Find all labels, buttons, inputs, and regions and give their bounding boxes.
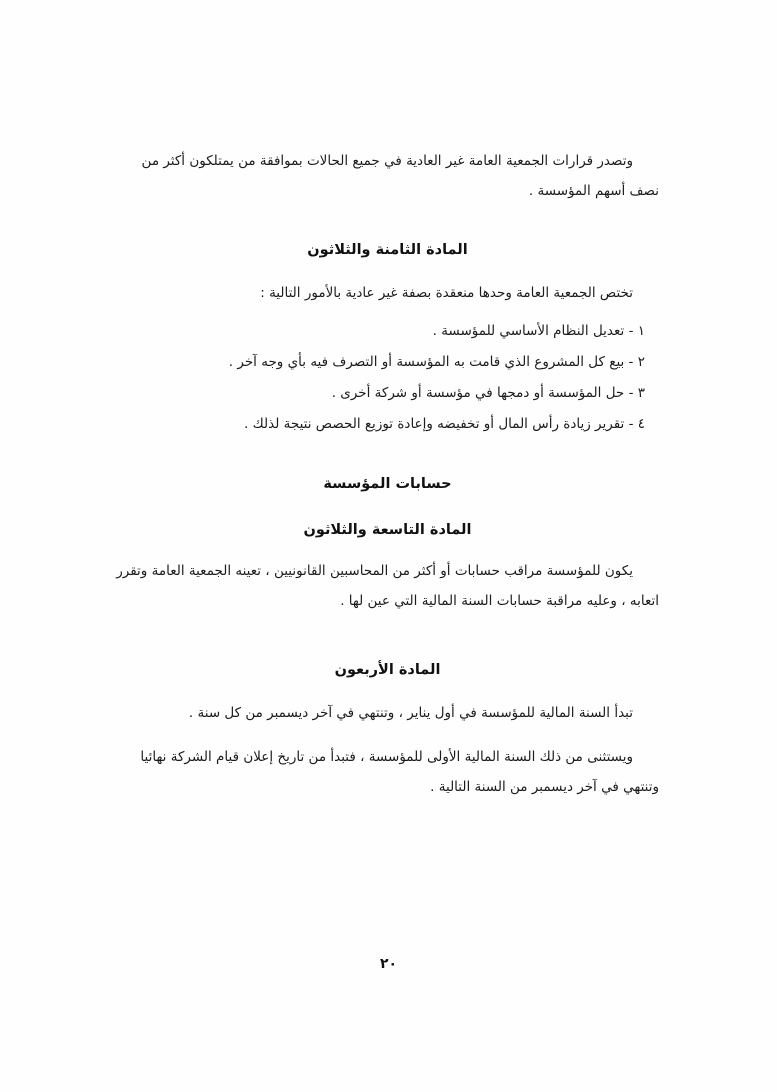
article-38-item-4: ٤ - تقرير زيادة رأس المال أو تخفيضه وإعادة توزيع الحصص نتيجة لذلك .: [244, 416, 645, 432]
article-40-title: المادة الأربعون: [334, 662, 441, 678]
article-38-title: المادة الثامنة والثلاثون: [307, 242, 468, 258]
article-38-intro: تختص الجمعية العامة وحدها منعقدة بصفة غير عادية بالأمور التالية :: [260, 285, 633, 301]
page-number: ٢٠: [379, 956, 398, 972]
article-40-paragraph-2: ويستثنى من ذلك السنة المالية الأولى للمؤسسة ، فتبدأ من تاريخ إعلان قيام الشركة نهائيا وتنتهي في آخر ديسمبر من السنة التالية .: [140, 749, 659, 795]
article-38-item-1: ١ - تعديل النظام الأساسي للمؤسسة .: [432, 323, 645, 339]
article-39-title: المادة التاسعة والثلاثون: [303, 522, 472, 538]
accounts-section-title: حسابات المؤسسة: [323, 476, 452, 492]
article-39-body: يكون للمؤسسة مراقب حسابات أو أكثر من المحاسبين القانونيين ، تعينه الجمعية العامة وتقرر اتعابه ، وعليه مراقبة حسابات السنة المالية التي عين لها .: [116, 563, 659, 609]
article-38-item-3: ٣ - حل المؤسسة أو دمجها في مؤسسة أو شركة أخرى .: [331, 385, 645, 401]
article-38-list: [116, 316, 659, 440]
article-38-item-2: ٢ - بيع كل المشروع الذي قامت به المؤسسة أو التصرف فيه بأي وجه آخر .: [228, 354, 645, 370]
intro-paragraph: وتصدر قرارات الجمعية العامة غير العادية في جميع الحالات بموافقة من يمتلكون أكثر من نصف أسهم المؤسسة .: [141, 153, 659, 199]
article-40-paragraph-1: تبدأ السنة المالية للمؤسسة في أول يناير ، وتنتهي في آخر ديسمبر من كل سنة .: [188, 705, 633, 721]
